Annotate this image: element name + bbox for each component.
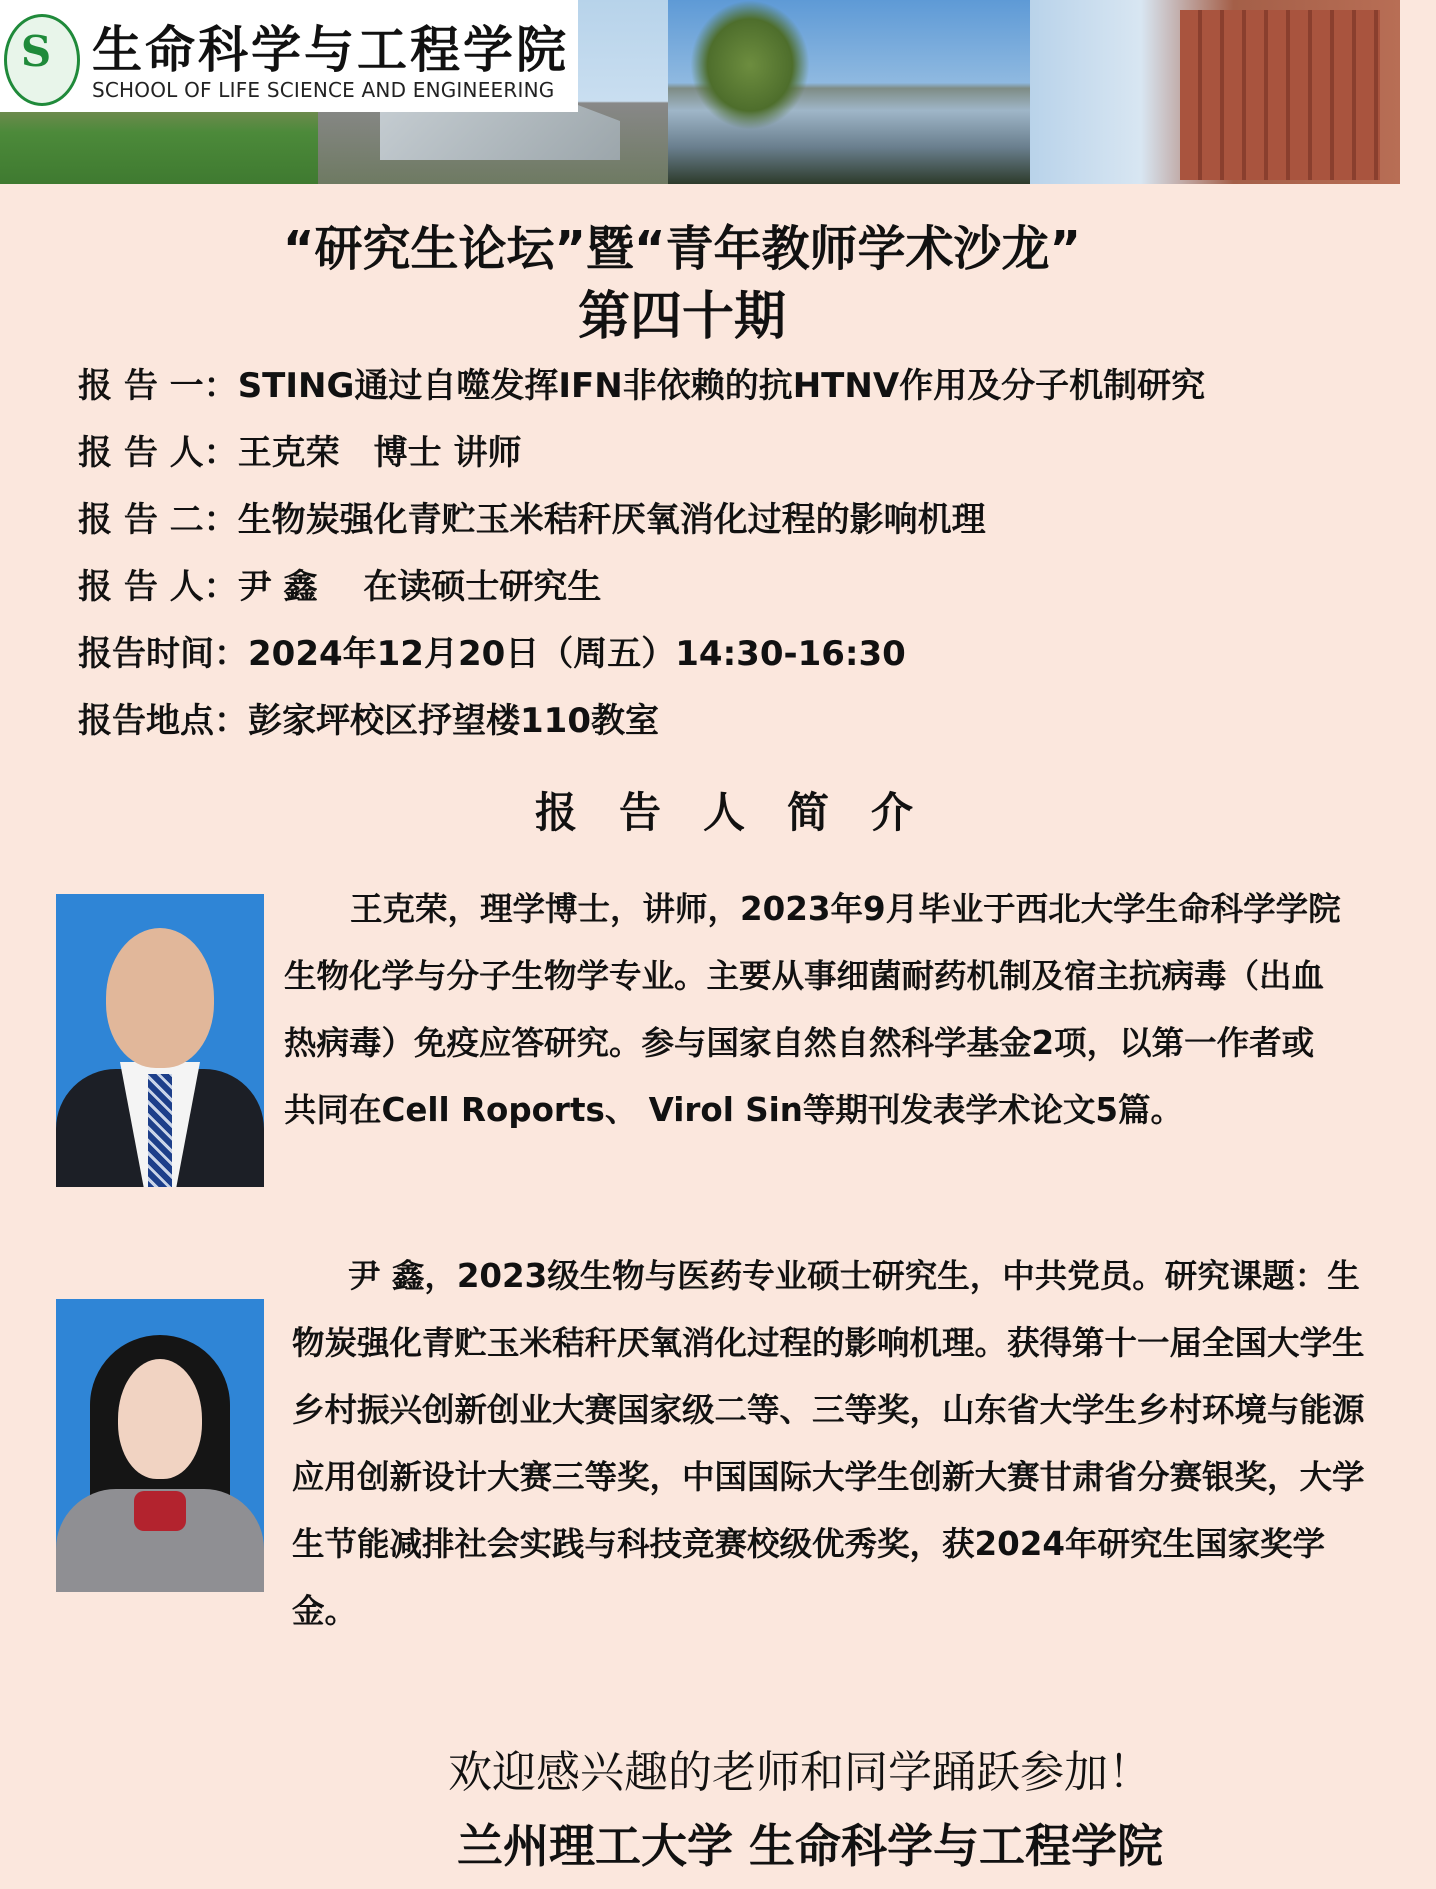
- speaker-photo-yin: [56, 1299, 264, 1592]
- info-label: 报 告 一：: [78, 366, 238, 406]
- emblem-s-icon: S: [20, 27, 52, 76]
- forum-title: “研究生论坛”暨“青年教师学术沙龙”: [282, 221, 1082, 277]
- info-value: 彭家坪校区抒望楼110教室: [248, 701, 659, 741]
- info-label: 报 告 人：: [78, 433, 238, 473]
- face-shape: [118, 1359, 202, 1479]
- school-logo-bar: [0, 0, 578, 112]
- info-row-speaker-1: [78, 425, 522, 474]
- speaker-bio-yin: 尹 鑫，2023级生物与医药专业硕士研究生，中共党员。研究课题：生物炭强化青贮玉米秸秆厌氧消化过程的影响机理。获得第十一届全国大学生乡村振兴创新创业大赛国家级二等、三等奖，山东省大学生乡村环境与能源应用创新设计大赛三等奖，中国国际大学生创新大赛甘肃省分赛银奖，大学生节能减排社会实践与科技竞赛校级优秀奖，获2024年研究生国家奖学金。: [292, 1257, 1365, 1630]
- info-value: 2024年12月20日（周五）14:30-16:30: [248, 634, 906, 674]
- info-value: 王克荣 博士 讲师: [237, 433, 522, 473]
- info-row-time: [78, 626, 906, 675]
- issue-number: 第四十期: [577, 287, 786, 347]
- tie-shape: [148, 1074, 172, 1187]
- bow-tie-shape: [134, 1491, 186, 1531]
- info-label: 报告地点：: [78, 701, 248, 741]
- info-value: 尹 鑫 在读硕士研究生: [237, 567, 602, 607]
- school-name-cn: 生命科学与工程学院: [92, 20, 569, 79]
- organizer: 兰州理工大学 生命科学与工程学院: [456, 1819, 1163, 1873]
- willow-tree: [690, 0, 810, 130]
- school-name-en: SCHOOL OF LIFE SCIENCE AND ENGINEERING: [92, 78, 555, 102]
- speaker-intro-heading: 报告人简介: [534, 788, 955, 837]
- face-shape: [106, 928, 214, 1068]
- info-value: 生物炭强化青贮玉米秸秆厌氧消化过程的影响机理: [237, 500, 986, 540]
- info-row-speaker-2: [78, 559, 601, 608]
- info-row-report-1: [78, 358, 1205, 407]
- welcome-message: 欢迎感兴趣的老师和同学踊跃参加！: [448, 1747, 1152, 1798]
- info-label: 报 告 人：: [78, 567, 238, 607]
- header-banner: [0, 0, 1400, 184]
- info-row-location: [78, 693, 659, 742]
- building-facade: [1180, 10, 1380, 180]
- speaker-photo-wang: [56, 894, 264, 1187]
- info-row-report-2: [78, 492, 986, 541]
- info-value: STING通过自噬发挥IFN非依赖的抗HTNV作用及分子机制研究: [237, 366, 1206, 406]
- info-label: 报 告 二：: [78, 500, 238, 540]
- speaker-bio-wang: 王克荣，理学博士，讲师，2023年9月毕业于西北大学生命科学学院生物化学与分子生物学专业。主要从事细菌耐药机制及宿主抗病毒（出血热病毒）免疫应答研究。参与国家自然自然科学基金2项，以第一作者或共同在Cell Roports、 Virol Sin等期刊发表学术论文5篇。: [284, 890, 1341, 1129]
- info-label: 报告时间：: [78, 634, 248, 674]
